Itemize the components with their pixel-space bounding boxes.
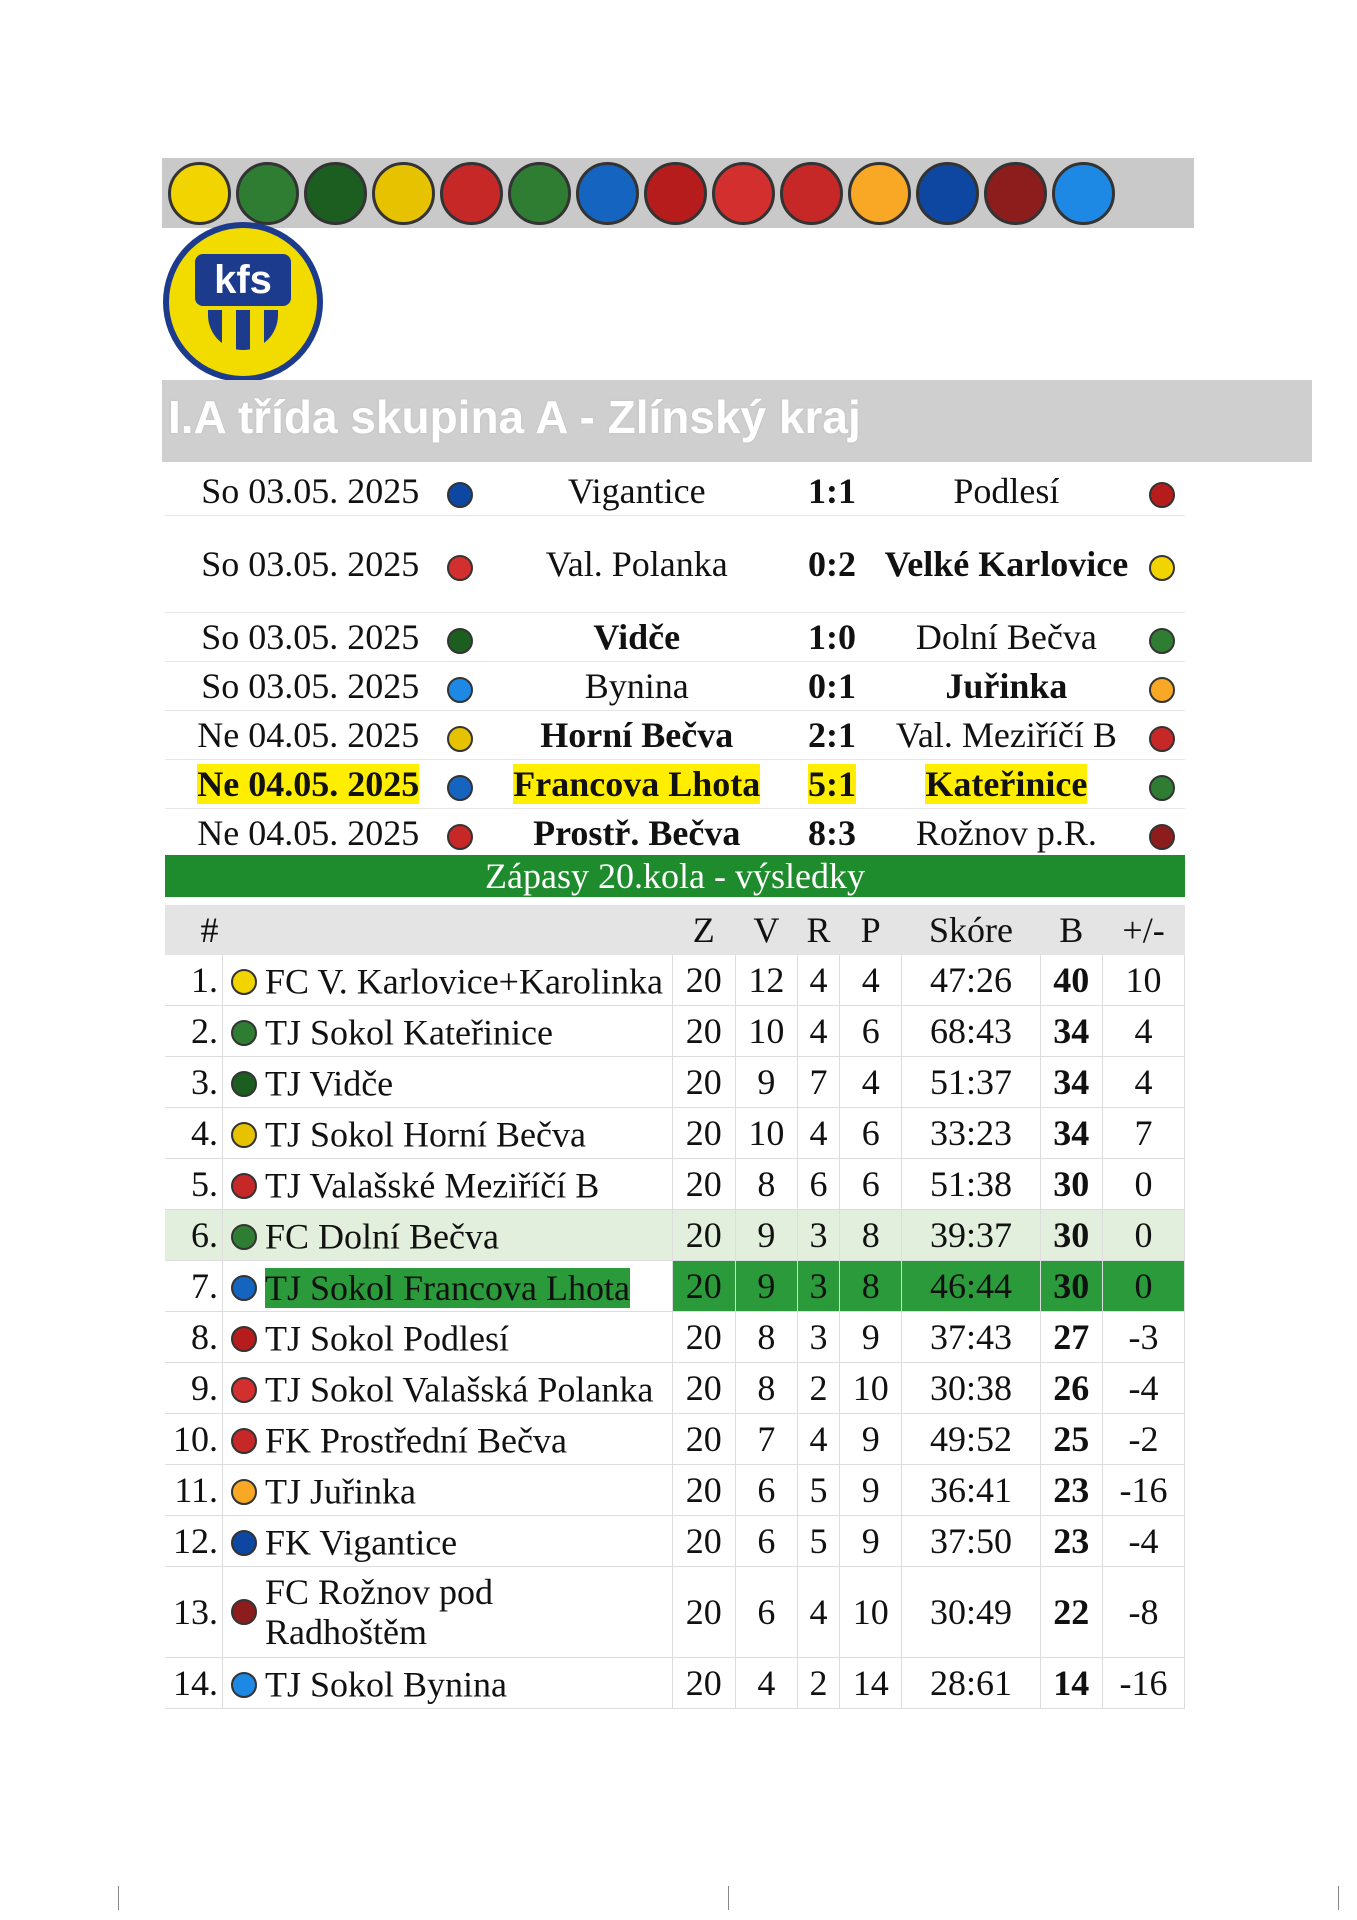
match-date: So 03.05. 2025 bbox=[201, 617, 420, 657]
goal-diff: 0 bbox=[1103, 1159, 1185, 1210]
home-club-icon bbox=[447, 726, 473, 752]
draws: 4 bbox=[798, 1006, 840, 1057]
match-row bbox=[165, 516, 1185, 613]
club-icon bbox=[231, 1599, 257, 1625]
goal-diff: 0 bbox=[1103, 1210, 1185, 1261]
karlovice-logo bbox=[168, 162, 231, 225]
away-team: Val. Meziříčí B bbox=[895, 715, 1117, 755]
team-name: TJ Juřinka bbox=[265, 1471, 416, 1512]
goal-diff: 7 bbox=[1103, 1108, 1185, 1159]
away-team: Rožnov p.R. bbox=[915, 813, 1097, 853]
club-icon bbox=[231, 1530, 257, 1556]
team-position: 9. bbox=[165, 1363, 223, 1414]
club-icon bbox=[231, 1122, 257, 1148]
wins: 8 bbox=[735, 1312, 798, 1363]
played: 20 bbox=[673, 1261, 736, 1312]
match-score: 5:1 bbox=[808, 764, 857, 804]
points: 27 bbox=[1040, 1312, 1103, 1363]
team-position: 7. bbox=[165, 1261, 223, 1312]
points: 30 bbox=[1040, 1210, 1103, 1261]
losses: 9 bbox=[839, 1414, 902, 1465]
team-name: TJ Sokol Kateřinice bbox=[265, 1012, 553, 1053]
team-name: FC Dolní Bečva bbox=[265, 1216, 499, 1257]
home-team: Val. Polanka bbox=[545, 544, 728, 584]
home-team: Vigantice bbox=[567, 471, 706, 511]
match-row bbox=[165, 760, 1185, 809]
table-row bbox=[165, 1006, 1185, 1057]
home-club-icon bbox=[447, 628, 473, 654]
col-wins: V bbox=[735, 905, 798, 955]
prostredni-becva-logo bbox=[780, 162, 843, 225]
draws: 4 bbox=[798, 1414, 840, 1465]
goal-score: 51:38 bbox=[902, 1159, 1040, 1210]
points: 25 bbox=[1040, 1414, 1103, 1465]
match-row bbox=[165, 809, 1185, 858]
away-team: Juřinka bbox=[945, 666, 1068, 706]
col-position: # bbox=[165, 905, 223, 955]
match-row bbox=[165, 613, 1185, 662]
valmez-logo bbox=[440, 162, 503, 225]
home-club-icon bbox=[447, 824, 473, 850]
goal-score: 33:23 bbox=[902, 1108, 1040, 1159]
match-row bbox=[165, 662, 1185, 711]
team-name: TJ Sokol Francova Lhota bbox=[265, 1267, 630, 1308]
played: 20 bbox=[673, 955, 736, 1006]
goal-score: 36:41 bbox=[902, 1465, 1040, 1516]
points: 23 bbox=[1040, 1516, 1103, 1567]
match-date: So 03.05. 2025 bbox=[201, 471, 420, 511]
table-row bbox=[165, 1516, 1185, 1567]
match-date: Ne 04.05. 2025 bbox=[197, 764, 420, 804]
losses: 9 bbox=[839, 1516, 902, 1567]
losses: 9 bbox=[839, 1465, 902, 1516]
goal-score: 37:43 bbox=[902, 1312, 1040, 1363]
match-score: 0:2 bbox=[808, 544, 857, 584]
home-team: Francova Lhota bbox=[513, 764, 761, 804]
wins: 9 bbox=[735, 1057, 798, 1108]
match-row bbox=[165, 467, 1185, 516]
val-polanka-logo bbox=[712, 162, 775, 225]
wins: 10 bbox=[735, 1108, 798, 1159]
away-team: Dolní Bečva bbox=[915, 617, 1097, 657]
goal-diff: 4 bbox=[1103, 1057, 1185, 1108]
home-club-icon bbox=[447, 482, 473, 508]
team-position: 5. bbox=[165, 1159, 223, 1210]
wins: 8 bbox=[735, 1363, 798, 1414]
wins: 4 bbox=[735, 1658, 798, 1709]
table-row bbox=[165, 1567, 1185, 1658]
team-position: 10. bbox=[165, 1414, 223, 1465]
team-name: FC V. Karlovice+Karolinka bbox=[265, 961, 663, 1002]
col-draws: R bbox=[798, 905, 840, 955]
match-row bbox=[165, 711, 1185, 760]
club-icon bbox=[231, 1428, 257, 1454]
home-team: Bynina bbox=[584, 666, 689, 706]
losses: 4 bbox=[839, 955, 902, 1006]
points: 34 bbox=[1040, 1057, 1103, 1108]
losses: 6 bbox=[839, 1006, 902, 1057]
wins: 9 bbox=[735, 1210, 798, 1261]
home-team: Vidče bbox=[593, 617, 681, 657]
match-score: 0:1 bbox=[808, 666, 857, 706]
match-results-table bbox=[165, 467, 1185, 858]
points: 26 bbox=[1040, 1363, 1103, 1414]
goal-score: 39:37 bbox=[902, 1210, 1040, 1261]
table-row bbox=[165, 1312, 1185, 1363]
francova-lhota-logo bbox=[576, 162, 639, 225]
col-points: B bbox=[1040, 905, 1103, 955]
goal-diff: 0 bbox=[1103, 1261, 1185, 1312]
club-icon bbox=[231, 1479, 257, 1505]
table-row bbox=[165, 1414, 1185, 1465]
table-row bbox=[165, 1363, 1185, 1414]
draws: 6 bbox=[798, 1159, 840, 1210]
katerinice-logo bbox=[236, 162, 299, 225]
club-logo-strip bbox=[162, 158, 1194, 228]
match-score: 2:1 bbox=[808, 715, 857, 755]
podlesi-logo bbox=[644, 162, 707, 225]
football-icon bbox=[208, 310, 278, 350]
team-name: FK Prostřední Bečva bbox=[265, 1420, 567, 1461]
table-row bbox=[165, 1658, 1185, 1709]
team-name: FK Vigantice bbox=[265, 1522, 458, 1563]
goal-score: 30:49 bbox=[902, 1567, 1040, 1658]
team-name: TJ Sokol Podlesí bbox=[265, 1318, 510, 1359]
goal-diff: -4 bbox=[1103, 1516, 1185, 1567]
draws: 2 bbox=[798, 1658, 840, 1709]
losses: 6 bbox=[839, 1159, 902, 1210]
club-icon bbox=[231, 1224, 257, 1250]
table-row bbox=[165, 1108, 1185, 1159]
goal-score: 51:37 bbox=[902, 1057, 1040, 1108]
away-team: Velké Karlovice bbox=[884, 544, 1129, 584]
team-position: 2. bbox=[165, 1006, 223, 1057]
goal-score: 30:38 bbox=[902, 1363, 1040, 1414]
kfs-logo-text: kfs bbox=[195, 254, 291, 306]
kfs-zlinsky-logo bbox=[163, 222, 323, 382]
jurinka-logo bbox=[848, 162, 911, 225]
club-icon bbox=[231, 1020, 257, 1046]
points: 30 bbox=[1040, 1159, 1103, 1210]
home-team: Horní Bečva bbox=[540, 715, 734, 755]
team-position: 1. bbox=[165, 955, 223, 1006]
wins: 12 bbox=[735, 955, 798, 1006]
goal-score: 47:26 bbox=[902, 955, 1040, 1006]
standings-header-row bbox=[165, 905, 1185, 955]
table-row bbox=[165, 1057, 1185, 1108]
points: 34 bbox=[1040, 1108, 1103, 1159]
played: 20 bbox=[673, 1006, 736, 1057]
team-position: 4. bbox=[165, 1108, 223, 1159]
losses: 8 bbox=[839, 1261, 902, 1312]
points: 14 bbox=[1040, 1658, 1103, 1709]
points: 34 bbox=[1040, 1006, 1103, 1057]
away-club-icon bbox=[1149, 726, 1175, 752]
played: 20 bbox=[673, 1414, 736, 1465]
col-score: Skóre bbox=[902, 905, 1040, 955]
team-position: 13. bbox=[165, 1567, 223, 1658]
goal-diff: -2 bbox=[1103, 1414, 1185, 1465]
home-club-icon bbox=[447, 775, 473, 801]
draws: 3 bbox=[798, 1312, 840, 1363]
draws: 7 bbox=[798, 1057, 840, 1108]
match-date: So 03.05. 2025 bbox=[201, 666, 420, 706]
goal-diff: 10 bbox=[1103, 955, 1185, 1006]
losses: 6 bbox=[839, 1108, 902, 1159]
bynina-logo bbox=[1052, 162, 1115, 225]
match-date: So 03.05. 2025 bbox=[201, 544, 420, 584]
losses: 4 bbox=[839, 1057, 902, 1108]
club-icon bbox=[231, 1377, 257, 1403]
away-club-icon bbox=[1149, 628, 1175, 654]
wins: 6 bbox=[735, 1465, 798, 1516]
played: 20 bbox=[673, 1210, 736, 1261]
played: 20 bbox=[673, 1159, 736, 1210]
table-row bbox=[165, 1210, 1185, 1261]
points: 30 bbox=[1040, 1261, 1103, 1312]
goal-score: 68:43 bbox=[902, 1006, 1040, 1057]
scan-mark bbox=[118, 1886, 119, 1910]
away-team: Podlesí bbox=[953, 471, 1060, 511]
table-row bbox=[165, 1159, 1185, 1210]
home-club-icon bbox=[447, 555, 473, 581]
club-icon bbox=[231, 1326, 257, 1352]
goal-score: 49:52 bbox=[902, 1414, 1040, 1465]
losses: 9 bbox=[839, 1312, 902, 1363]
club-icon bbox=[231, 969, 257, 995]
losses: 10 bbox=[839, 1363, 902, 1414]
team-position: 14. bbox=[165, 1658, 223, 1709]
col-losses: P bbox=[839, 905, 902, 955]
match-date: Ne 04.05. 2025 bbox=[197, 715, 420, 755]
away-club-icon bbox=[1149, 482, 1175, 508]
table-row bbox=[165, 1465, 1185, 1516]
team-name: TJ Sokol Bynina bbox=[265, 1664, 508, 1705]
played: 20 bbox=[673, 1516, 736, 1567]
played: 20 bbox=[673, 1057, 736, 1108]
away-club-icon bbox=[1149, 677, 1175, 703]
goal-diff: -16 bbox=[1103, 1465, 1185, 1516]
goal-score: 28:61 bbox=[902, 1658, 1040, 1709]
away-club-icon bbox=[1149, 555, 1175, 581]
team-name: TJ Sokol Valašská Polanka bbox=[265, 1369, 654, 1410]
vidce-logo bbox=[304, 162, 367, 225]
team-name: TJ Vidče bbox=[265, 1063, 394, 1104]
team-name: FC Rožnov pod Radhoštěm bbox=[265, 1572, 494, 1652]
scan-mark bbox=[728, 1886, 729, 1910]
club-icon bbox=[231, 1672, 257, 1698]
draws: 3 bbox=[798, 1261, 840, 1312]
goal-diff: -16 bbox=[1103, 1658, 1185, 1709]
played: 20 bbox=[673, 1108, 736, 1159]
wins: 8 bbox=[735, 1159, 798, 1210]
table-row bbox=[165, 955, 1185, 1006]
played: 20 bbox=[673, 1658, 736, 1709]
goal-diff: -3 bbox=[1103, 1312, 1185, 1363]
team-position: 3. bbox=[165, 1057, 223, 1108]
team-name: TJ Valašské Meziříčí B bbox=[265, 1165, 600, 1206]
goal-score: 37:50 bbox=[902, 1516, 1040, 1567]
played: 20 bbox=[673, 1363, 736, 1414]
draws: 5 bbox=[798, 1516, 840, 1567]
goal-diff: -4 bbox=[1103, 1363, 1185, 1414]
match-score: 1:0 bbox=[808, 617, 857, 657]
match-score: 8:3 bbox=[808, 813, 857, 853]
home-club-icon bbox=[447, 677, 473, 703]
draws: 3 bbox=[798, 1210, 840, 1261]
standings-table bbox=[165, 905, 1185, 1709]
team-position: 11. bbox=[165, 1465, 223, 1516]
draws: 4 bbox=[798, 1108, 840, 1159]
team-position: 8. bbox=[165, 1312, 223, 1363]
played: 20 bbox=[673, 1465, 736, 1516]
losses: 8 bbox=[839, 1210, 902, 1261]
vigantice-logo bbox=[916, 162, 979, 225]
draws: 4 bbox=[798, 1567, 840, 1658]
points: 40 bbox=[1040, 955, 1103, 1006]
team-position: 6. bbox=[165, 1210, 223, 1261]
match-score: 1:1 bbox=[808, 471, 857, 511]
match-date: Ne 04.05. 2025 bbox=[197, 813, 420, 853]
draws: 2 bbox=[798, 1363, 840, 1414]
club-icon bbox=[231, 1071, 257, 1097]
wins: 7 bbox=[735, 1414, 798, 1465]
club-icon bbox=[231, 1275, 257, 1301]
dolni-becva-logo bbox=[508, 162, 571, 225]
page-title: I.A třída skupina A - Zlínský kraj bbox=[168, 391, 861, 443]
goal-diff: -8 bbox=[1103, 1567, 1185, 1658]
horni-becva-logo bbox=[372, 162, 435, 225]
away-club-icon bbox=[1149, 824, 1175, 850]
roznov-logo bbox=[984, 162, 1047, 225]
home-team: Prostř. Bečva bbox=[533, 813, 741, 853]
wins: 10 bbox=[735, 1006, 798, 1057]
goal-score: 46:44 bbox=[902, 1261, 1040, 1312]
club-icon bbox=[231, 1173, 257, 1199]
losses: 10 bbox=[839, 1567, 902, 1658]
points: 22 bbox=[1040, 1567, 1103, 1658]
draws: 4 bbox=[798, 955, 840, 1006]
away-club-icon bbox=[1149, 775, 1175, 801]
losses: 14 bbox=[839, 1658, 902, 1709]
page-title-bar bbox=[162, 380, 1312, 462]
round-title: Zápasy 20.kola - výsledky bbox=[165, 855, 1185, 897]
scan-mark bbox=[1338, 1886, 1339, 1910]
table-row bbox=[165, 1261, 1185, 1312]
col-team bbox=[223, 905, 673, 955]
wins: 6 bbox=[735, 1516, 798, 1567]
draws: 5 bbox=[798, 1465, 840, 1516]
points: 23 bbox=[1040, 1465, 1103, 1516]
team-position: 12. bbox=[165, 1516, 223, 1567]
col-diff: +/- bbox=[1103, 905, 1185, 955]
team-name: TJ Sokol Horní Bečva bbox=[265, 1114, 586, 1155]
played: 20 bbox=[673, 1567, 736, 1658]
goal-diff: 4 bbox=[1103, 1006, 1185, 1057]
away-team: Kateřinice bbox=[925, 764, 1088, 804]
wins: 6 bbox=[735, 1567, 798, 1658]
played: 20 bbox=[673, 1312, 736, 1363]
wins: 9 bbox=[735, 1261, 798, 1312]
col-played: Z bbox=[673, 905, 736, 955]
